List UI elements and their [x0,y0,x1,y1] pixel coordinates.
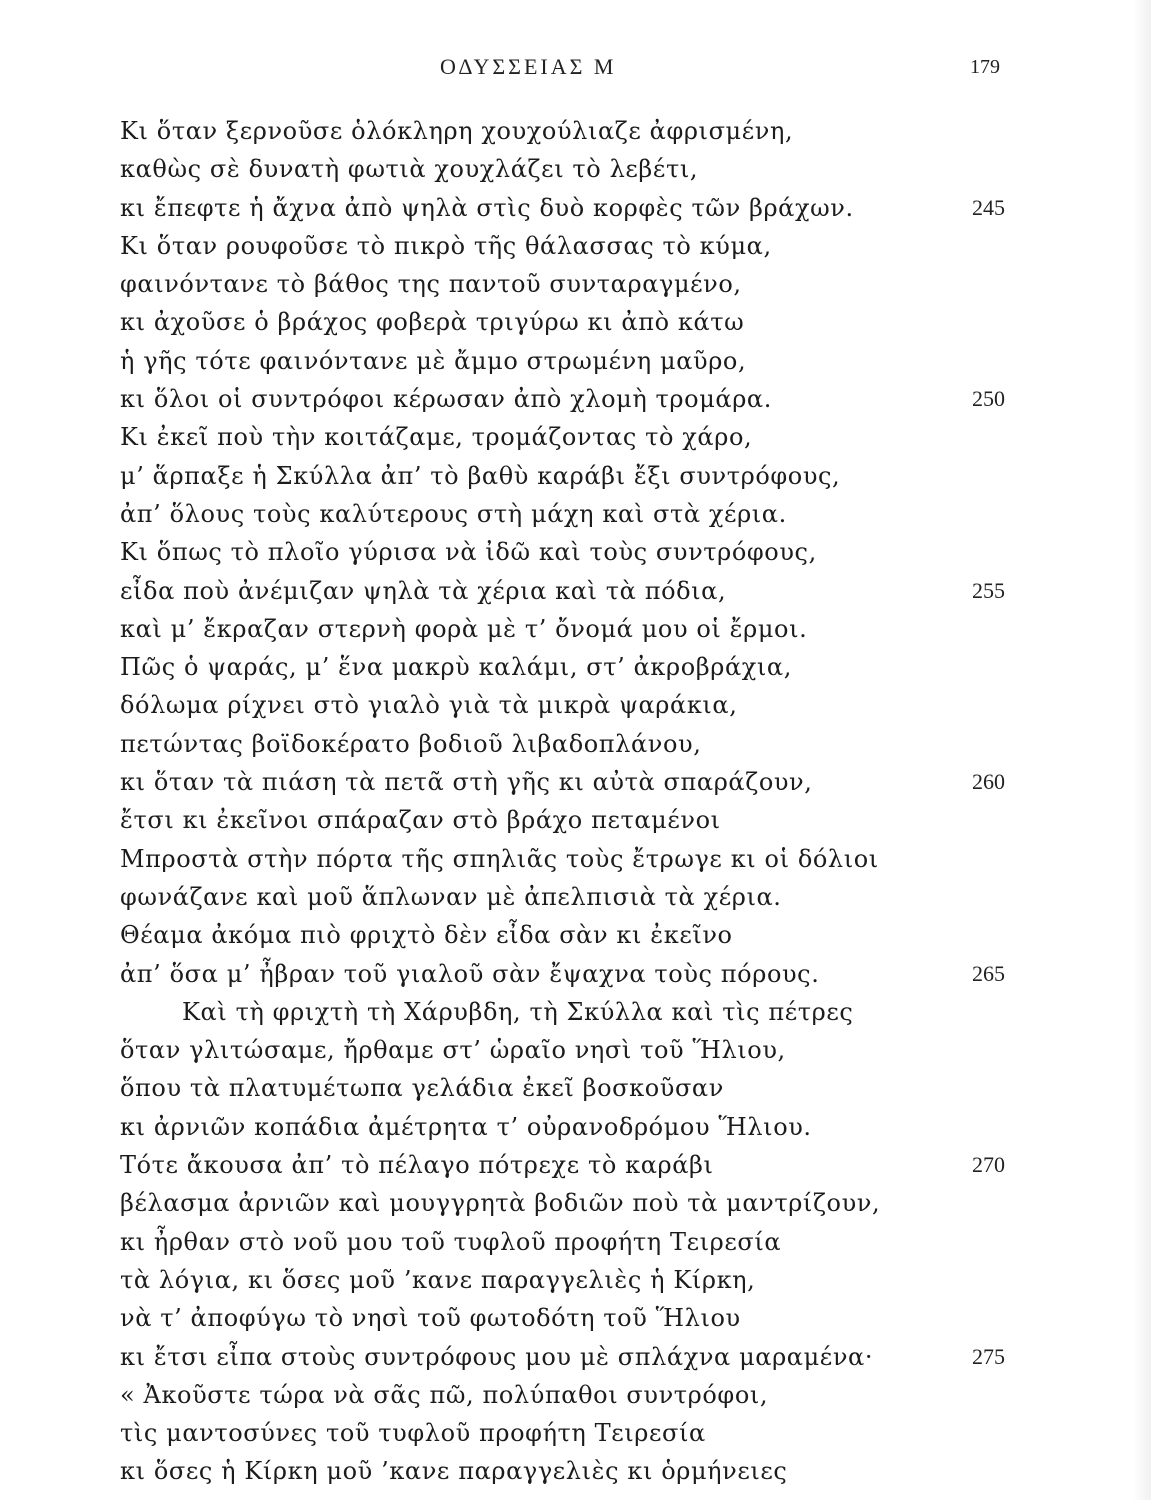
verse-line [0,1108,1151,1146]
poem-body [0,112,1151,1491]
verse-text: ἡ γῆς τότε φαινόντανε μὲ ἄμμο στρωμένη μαῦρο, [120,346,747,375]
verse-text: κι ὅσες ἡ Κίρκη μοῦ ’κανε παραγγελιὲς κι ὁρμήνειες [120,1457,788,1486]
running-title: ΟΔΥΣΣΕΙΑΣ Μ [440,54,617,79]
verse-text: Κι ὅπως τὸ πλοῖο γύρισα νὰ ἰδῶ καὶ τοὺς συντρόφους, [120,538,817,567]
verse-line [0,1031,1151,1069]
verse-line [0,1376,1151,1414]
verse-line [0,1261,1151,1299]
verse-line [0,265,1151,303]
verse-text: ὅπου τὰ πλατυμέτωπα γελάδια ἐκεῖ βοσκοῦσαν [120,1074,724,1103]
verse-line [0,610,1151,648]
verse-text: εἶδα ποὺ ἀνέμιζαν ψηλὰ τὰ χέρια καὶ τὰ πόδια, [120,576,727,605]
verse-line [0,572,1151,610]
verse-text: Θέαμα ἀκόμα πιὸ φριχτὸ δὲν εἶδα σὰν κι ἐκεῖνο [120,921,733,950]
verse-text: ἀπ’ ὅσα μ’ ἦβραν τοῦ γιαλοῦ σὰν ἔψαχνα τοὺς πόρους. [120,959,820,988]
verse-number: 260 [972,769,1005,795]
verse-text: μ’ ἅρπαξε ἡ Σκύλλα ἀπ’ τὸ βαθὺ καράβι ἔξι συντρόφους, [120,461,841,490]
verse-line [0,1452,1151,1490]
verse-number: 265 [972,960,1005,986]
verse-line [0,1069,1151,1107]
verse-line [0,763,1151,801]
verse-text: νὰ τ’ ἀποφύγω τὸ νησὶ τοῦ φωτοδότη τοῦ Ἥλιου [120,1304,741,1333]
verse-line [0,686,1151,724]
verse-line [0,342,1151,380]
verse-text: φαινόντανε τὸ βάθος της παντοῦ συνταραγμένο, [120,270,742,299]
verse-line [0,916,1151,954]
verse-line [0,533,1151,571]
verse-line [0,457,1151,495]
verse-line [0,1338,1151,1376]
verse-number: 250 [972,386,1005,412]
verse-line [0,1414,1151,1452]
verse-line [0,150,1151,188]
verse-text: Κι ὅταν ξερνοῦσε ὁλόκληρη χουχούλιαζε ἀφρισμένη, [120,117,794,145]
verse-line [0,1184,1151,1222]
verse-number: 270 [972,1152,1005,1178]
verse-text: ἀπ’ ὅλους τοὺς καλύτερους στὴ μάχη καὶ στὰ χέρια. [120,499,787,528]
verse-text: « Ἀκοῦστε τώρα νὰ σᾶς πῶ, πολύπαθοι συντρόφοι, [120,1380,769,1409]
verse-text: κι ἀρνιῶν κοπάδια ἀμέτρητα τ’ οὐρανοδρόμου Ἥλιου. [120,1112,812,1141]
verse-line [0,648,1151,686]
verse-number: 275 [972,1343,1005,1369]
verse-text: κι ἦρθαν στὸ νοῦ μου τοῦ τυφλοῦ προφήτη Τειρεσία [120,1227,782,1256]
verse-text: Κι ὅταν ρουφοῦσε τὸ πικρὸ τῆς θάλασσας τὸ κύμα, [120,231,772,260]
verse-text: Πῶς ὁ ψαράς, μ’ ἕνα μακρὺ καλάμι, στ’ ἀκροβράχια, [120,653,792,682]
verse-line [0,1299,1151,1337]
verse-text: ὅταν γλιτώσαμε, ἤρθαμε στ’ ὡραῖο νησὶ τοῦ Ἥλιου, [120,1036,786,1065]
verse-line [0,227,1151,265]
verse-text: καθὼς σὲ δυνατὴ φωτιὰ χουχλάζει τὸ λεβέτι, [120,155,699,184]
verse-line [0,495,1151,533]
page-number: 179 [970,56,1000,78]
verse-text: βέλασμα ἀρνιῶν καὶ μουγγρητὰ βοδιῶν ποὺ τὰ μαντρίζουν, [120,1189,881,1218]
verse-text: τὰ λόγια, κι ὅσες μοῦ ’κανε παραγγελιὲς ἡ Κίρκη, [120,1265,756,1294]
verse-line [0,993,1151,1031]
verse-number: 245 [972,194,1005,220]
verse-line [0,380,1151,418]
verse-line [0,955,1151,993]
verse-line [0,189,1151,227]
verse-text: φωνάζανε καὶ μοῦ ἅπλωναν μὲ ἀπελπισιὰ τὰ χέρια. [120,882,782,911]
verse-line [0,1146,1151,1184]
verse-line [0,112,1151,150]
verse-line [0,725,1151,763]
verse-text: Κι ἐκεῖ ποὺ τὴν κοιτάζαμε, τρομάζοντας τὸ χάρο, [120,423,753,452]
verse-text: δόλωμα ρίχνει στὸ γιαλὸ γιὰ τὰ μικρὰ ψαράκια, [120,691,738,720]
page-header [0,54,1151,84]
verse-text: τὶς μαντοσύνες τοῦ τυφλοῦ προφήτη Τειρεσία [120,1419,706,1448]
verse-text: ἔτσι κι ἐκεῖνοι σπάραζαν στὸ βράχο πεταμένοι [120,806,721,835]
verse-line [0,418,1151,456]
verse-text: καὶ μ’ ἔκραζαν στερνὴ φορὰ μὲ τ’ ὄνομά μου οἱ ἔρμοι. [120,614,808,643]
verse-text: κι ἀχοῦσε ὁ βράχος φοβερὰ τριγύρω κι ἀπὸ κάτω [120,308,745,337]
verse-line [0,801,1151,839]
verse-line [0,878,1151,916]
verse-text: κι ὅλοι οἱ συντρόφοι κέρωσαν ἀπὸ χλομὴ τρομάρα. [120,385,772,414]
verse-text: Καὶ τὴ φριχτὴ τὴ Χάρυβδη, τὴ Σκύλλα καὶ τὶς πέτρες [182,997,854,1026]
verse-line [0,303,1151,341]
verse-number: 255 [972,577,1005,603]
verse-text: Μπροστὰ στὴν πόρτα τῆς σπηλιᾶς τοὺς ἔτρωγε κι οἱ δόλιοι [120,844,879,873]
verse-text: Τότε ἄκουσα ἀπ’ τὸ πέλαγο πότρεχε τὸ καράβι [120,1151,714,1180]
verse-text: κι ὅταν τὰ πιάση τὰ πετᾶ στὴ γῆς κι αὐτὰ σπαράζουν, [120,768,813,797]
verse-line [0,840,1151,878]
verse-text: πετώντας βοϊδοκέρατο βοδιοῦ λιβαδοπλάνου, [120,729,702,758]
verse-text: κι ἔπεφτε ἡ ἄχνα ἀπὸ ψηλὰ στὶς δυὸ κορφὲς τῶν βράχων. [120,193,854,222]
verse-text: κι ἔτσι εἶπα στοὺς συντρόφους μου μὲ σπλάχνα μαραμένα· [120,1342,874,1371]
verse-line [0,1223,1151,1261]
